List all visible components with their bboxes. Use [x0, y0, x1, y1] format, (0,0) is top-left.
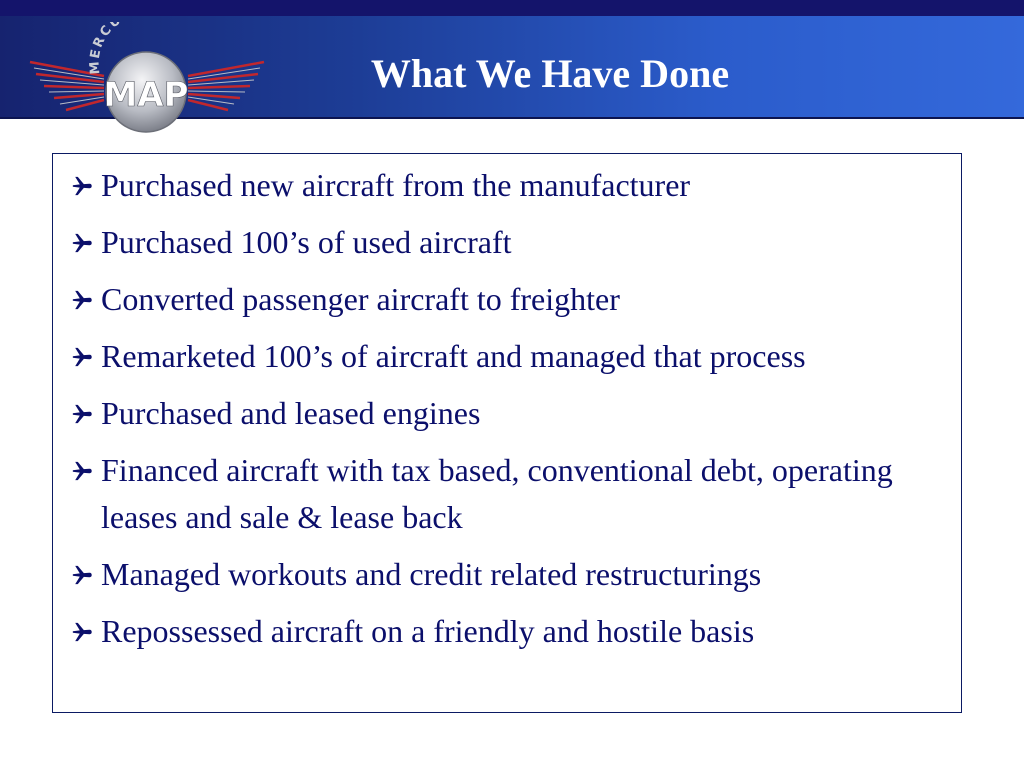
winged-badge-logo — [22, 22, 272, 134]
bullet-text: Remarketed 100’s of aircraft and managed that process — [101, 338, 806, 374]
list-item — [71, 447, 941, 541]
slide-title: What We Have Done — [370, 51, 730, 96]
airplane-icon — [71, 551, 101, 598]
bullet-text: Repossessed aircraft on a friendly and hostile basis — [101, 613, 755, 649]
list-item — [71, 551, 941, 598]
airplane-icon — [71, 162, 101, 209]
airplane-icon — [71, 276, 101, 323]
airplane-icon — [71, 333, 101, 380]
airplane-icon — [71, 219, 101, 266]
content-box — [52, 153, 962, 713]
airplane-icon — [71, 447, 101, 494]
bullet-list — [53, 154, 961, 655]
bullet-text: Purchased new aircraft from the manufacturer — [101, 167, 691, 203]
list-item — [71, 219, 941, 266]
airplane-icon — [71, 390, 101, 437]
list-item — [71, 162, 941, 209]
mercury-map-logo — [22, 22, 272, 134]
svg-text:MERCURY: MERC — [87, 22, 117, 75]
list-item — [71, 276, 941, 323]
list-item — [71, 333, 941, 380]
airplane-icon — [71, 608, 101, 655]
bullet-text: Converted passenger aircraft to freighter — [101, 281, 620, 317]
top-rule — [0, 0, 1024, 16]
bullet-text: Purchased 100’s of used aircraft — [101, 224, 512, 260]
bullet-text: Purchased and leased engines — [101, 395, 481, 431]
logo-badge-text: MAP — [103, 75, 189, 115]
bullet-text: Financed aircraft with tax based, conventional debt, operating leases and sale & lease back — [101, 452, 893, 535]
list-item — [71, 608, 941, 655]
bullet-text: Managed workouts and credit related restructurings — [101, 556, 762, 592]
list-item — [71, 390, 941, 437]
